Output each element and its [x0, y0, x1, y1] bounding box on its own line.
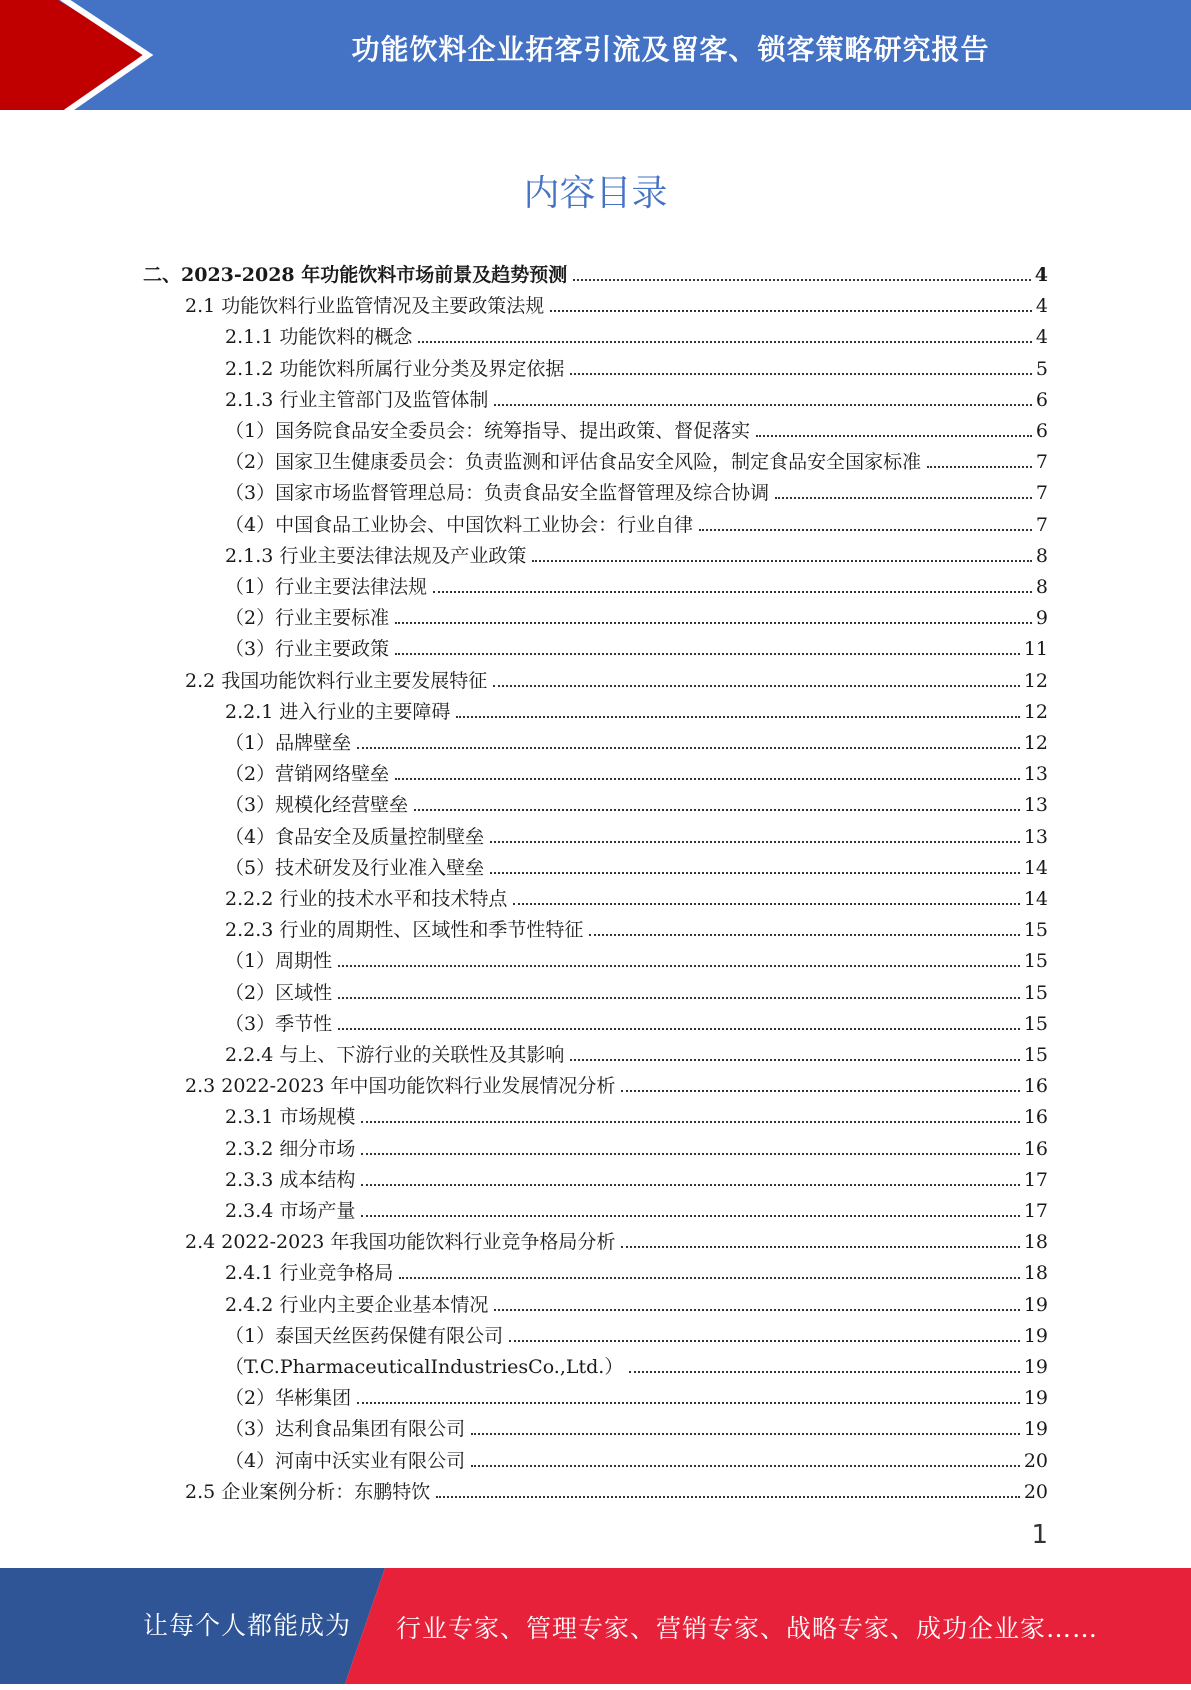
toc-entry-label: 2.4 2022-2023 年我国功能饮料行业竞争格局分析	[185, 1231, 616, 1254]
toc-dot-leader	[395, 622, 1032, 624]
toc-entry-page: 13	[1023, 794, 1048, 817]
toc-entry[interactable]	[225, 380, 1048, 411]
toc-entry-label: （3）规模化经营壁垒	[225, 794, 409, 817]
toc-entry-page: 20	[1023, 1449, 1048, 1472]
toc-entry-page: 13	[1023, 825, 1048, 848]
toc-dot-leader	[490, 872, 1020, 874]
toc-dot-leader	[494, 1309, 1019, 1311]
toc-entry-label: （3）季节性	[225, 1012, 333, 1035]
toc-entry[interactable]	[225, 1160, 1048, 1191]
toc-dot-leader	[494, 404, 1032, 406]
toc-entry-label: （4）河南中沃实业有限公司	[225, 1449, 466, 1472]
toc-entry-page: 17	[1023, 1168, 1048, 1191]
toc-entry-label: （2）营销网络壁垒	[225, 763, 390, 786]
toc-entry-page: 15	[1023, 1012, 1048, 1035]
toc-dot-leader	[509, 1340, 1020, 1342]
toc-dot-leader	[399, 1277, 1019, 1279]
toc-dot-leader	[573, 279, 1031, 281]
toc-entry[interactable]	[225, 1129, 1048, 1160]
toc-entry-page: 19	[1023, 1418, 1048, 1441]
toc-entry[interactable]	[225, 442, 1048, 473]
toc-entry-page: 19	[1023, 1324, 1048, 1347]
toc-entry-page: 8	[1035, 544, 1048, 567]
toc-entry-label: （1）周期性	[225, 950, 333, 973]
toc-entry-page: 20	[1023, 1480, 1048, 1503]
toc-entry[interactable]	[225, 754, 1048, 785]
toc-entry-label: 2.2.2 行业的技术水平和技术特点	[225, 888, 508, 910]
toc-entry-page: 18	[1023, 1231, 1048, 1254]
toc-entry-label: 2.1.1 功能饮料的概念	[225, 326, 413, 349]
toc-entry-page: 13	[1023, 763, 1048, 786]
toc-entry-label: 2.1.3 行业主管部门及监管体制	[225, 388, 489, 411]
toc-entry[interactable]	[143, 255, 1048, 286]
toc-entry[interactable]	[225, 629, 1048, 660]
toc-dot-leader	[338, 997, 1020, 999]
toc-entry-page: 7	[1035, 513, 1048, 536]
toc-dot-leader	[414, 809, 1020, 811]
toc-entry[interactable]	[225, 505, 1048, 536]
toc-dot-leader	[433, 591, 1032, 593]
toc-entry-label: （2）区域性	[225, 981, 333, 1004]
toc-entry-page: 7	[1035, 451, 1048, 474]
toc-dot-leader	[756, 435, 1032, 437]
toc-entry-page: 16	[1023, 1106, 1048, 1129]
toc-dot-leader	[395, 778, 1020, 780]
toc-entry-label: 2.4.2 行业内主要企业基本情况	[225, 1293, 489, 1316]
toc-dot-leader	[418, 341, 1032, 343]
footer-banner	[0, 1568, 1191, 1684]
toc-entry[interactable]	[225, 1191, 1048, 1222]
toc-entry[interactable]	[225, 848, 1048, 879]
toc-entry[interactable]	[225, 817, 1048, 848]
toc-entry-label: 2.3.1 市场规模	[225, 1106, 356, 1129]
footer-slogan-right: 行业专家、管理专家、营销专家、战略专家、成功企业家……	[396, 1614, 1099, 1643]
toc-entry-label: （4）中国食品工业协会、中国饮料工业协会：行业自律	[225, 513, 694, 536]
toc-entry-label: 2.3 2022-2023 年中国功能饮料行业发展情况分析	[185, 1075, 616, 1098]
toc-entry[interactable]	[225, 723, 1048, 754]
toc-entry-label: 2.1.2 功能饮料所属行业分类及界定依据	[225, 357, 565, 380]
toc-entry-label: （1）行业主要法律法规	[225, 576, 428, 598]
header-title: 功能饮料企业拓客引流及留客、锁客策略研究报告	[351, 33, 990, 66]
toc-entry-label: 2.1.3 行业主要法律法规及产业政策	[225, 544, 527, 567]
toc-entry-label: （1）国务院食品安全委员会：统筹指导、提出政策、督促落实	[225, 420, 751, 442]
toc-entry-page: 4	[1035, 295, 1048, 318]
toc-entry[interactable]	[225, 1035, 1048, 1066]
header-banner	[0, 0, 1191, 110]
toc-entry-label: 2.4.1 行业竞争格局	[225, 1262, 394, 1285]
toc-entry[interactable]	[225, 598, 1048, 629]
footer-slogan-left: 让每个人都能成为	[143, 1611, 352, 1640]
toc-entry-page: 16	[1023, 1137, 1048, 1160]
toc-entry[interactable]	[185, 286, 1048, 317]
toc-entry-page: 5	[1035, 357, 1048, 380]
toc-entry-page: 6	[1035, 420, 1048, 442]
toc-entry[interactable]	[225, 411, 1048, 442]
toc-dot-leader	[621, 1246, 1019, 1248]
toc-dot-leader	[629, 1371, 1019, 1373]
toc-entry-page: 17	[1023, 1200, 1048, 1222]
toc-dot-leader	[361, 1153, 1019, 1155]
toc-entry-label: （T.C.PharmaceuticalIndustriesCo.,Ltd.）	[225, 1356, 624, 1378]
toc-entry[interactable]	[225, 1347, 1048, 1378]
toc-dot-leader	[436, 1496, 1020, 1498]
toc-entry-page: 12	[1023, 732, 1048, 754]
toc-entry-page: 18	[1023, 1262, 1048, 1285]
toc-entry[interactable]	[225, 879, 1048, 910]
toc-entry-page: 11	[1023, 638, 1048, 661]
toc-dot-leader	[570, 373, 1032, 375]
toc-dot-leader	[589, 934, 1019, 936]
toc-entry-page: 15	[1023, 950, 1048, 973]
toc-dot-leader	[357, 1402, 1020, 1404]
toc-entry-label: （2）华彬集团	[225, 1387, 352, 1410]
toc-dot-leader	[361, 1215, 1019, 1217]
toc-dot-leader	[775, 497, 1032, 499]
toc-entry[interactable]	[185, 1222, 1048, 1253]
toc-entry[interactable]	[185, 661, 1048, 692]
toc-entry[interactable]	[225, 910, 1048, 941]
toc-dot-leader	[471, 1465, 1020, 1467]
toc-entry-label: 2.1 功能饮料行业监管情况及主要政策法规	[185, 295, 545, 318]
toc-entry-label: 二、2023-2028 年功能饮料市场前景及趋势预测	[143, 264, 568, 286]
toc-entry-page: 19	[1023, 1387, 1048, 1410]
toc-entry[interactable]	[225, 349, 1048, 380]
toc-dot-leader	[361, 1184, 1019, 1186]
toc-title: 内容目录	[523, 173, 668, 214]
toc-entry-label: （2）行业主要标准	[225, 607, 390, 630]
toc-dot-leader	[338, 965, 1020, 967]
toc-dot-leader	[490, 841, 1020, 843]
toc-entry-label: （5）技术研发及行业准入壁垒	[225, 856, 485, 879]
toc-entry-label: 2.3.2 细分市场	[225, 1137, 356, 1160]
toc-entry[interactable]	[225, 1253, 1048, 1284]
toc-entry[interactable]	[225, 1378, 1048, 1409]
toc-dot-leader	[471, 1433, 1020, 1435]
toc-entry[interactable]	[225, 1004, 1048, 1035]
toc-entry-page: 14	[1023, 856, 1048, 879]
toc-entry[interactable]	[225, 785, 1048, 816]
toc-entry-page: 7	[1035, 482, 1048, 505]
toc-entry-page: 15	[1023, 919, 1048, 942]
toc-entry[interactable]	[225, 1316, 1048, 1347]
toc-entry-page: 19	[1023, 1356, 1048, 1378]
toc-entry[interactable]	[225, 692, 1048, 723]
toc-entry-label: （3）达利食品集团有限公司	[225, 1418, 466, 1441]
toc-entry-label: 2.2.4 与上、下游行业的关联性及其影响	[225, 1044, 565, 1066]
toc-entry-label: （3）行业主要政策	[225, 638, 390, 661]
toc-entry-label: 2.5 企业案例分析：东鹏特饮	[185, 1480, 431, 1503]
toc-entry-label: 2.2.1 进入行业的主要障碍	[225, 700, 451, 723]
toc-entry[interactable]	[225, 941, 1048, 972]
toc-entry-page: 16	[1023, 1075, 1048, 1098]
toc-entry-label: （1）品牌壁垒	[225, 732, 352, 754]
toc-dot-leader	[513, 903, 1019, 905]
toc-dot-leader	[361, 1121, 1019, 1123]
toc-dot-leader	[550, 310, 1032, 312]
toc-entry[interactable]	[185, 1472, 1048, 1503]
toc-entry[interactable]	[225, 1409, 1048, 1440]
toc-dot-leader	[570, 1059, 1019, 1061]
toc-entry-label: 2.3.4 市场产量	[225, 1200, 356, 1222]
toc-entry[interactable]	[225, 536, 1048, 567]
toc-entry-page: 12	[1023, 669, 1048, 692]
toc-entry-page: 12	[1023, 700, 1048, 723]
toc-dot-leader	[927, 466, 1032, 468]
toc-dot-leader	[699, 529, 1032, 531]
toc-entry-page: 19	[1023, 1293, 1048, 1316]
toc-entry-page: 4	[1035, 326, 1048, 349]
toc-entry-page: 4	[1034, 264, 1048, 286]
toc-entry-label: 2.2 我国功能饮料行业主要发展特征	[185, 669, 488, 692]
page-number: 1	[1031, 1520, 1048, 1550]
toc-entry-page: 15	[1023, 981, 1048, 1004]
toc-entry-page: 14	[1023, 888, 1048, 910]
toc-entry[interactable]	[225, 973, 1048, 1004]
toc-entry-label: 2.2.3 行业的周期性、区域性和季节性特征	[225, 919, 584, 942]
toc-dot-leader	[532, 560, 1032, 562]
toc-entry-page: 8	[1035, 576, 1048, 598]
toc-entry[interactable]	[225, 317, 1048, 348]
toc-entry-label: （3）国家市场监督管理总局：负责食品安全监督管理及综合协调	[225, 482, 770, 505]
toc-entry[interactable]	[185, 1066, 1048, 1097]
toc-entry-label: （1）泰国天丝医药保健有限公司	[225, 1324, 504, 1347]
toc-entry-page: 9	[1035, 607, 1048, 630]
toc-entry-page: 15	[1023, 1044, 1048, 1066]
toc-entry[interactable]	[225, 1285, 1048, 1316]
toc-entry-page: 6	[1035, 388, 1048, 411]
toc-dot-leader	[456, 716, 1019, 718]
toc-entry-label: （4）食品安全及质量控制壁垒	[225, 825, 485, 848]
toc-dot-leader	[338, 1028, 1020, 1030]
toc-dot-leader	[357, 747, 1020, 749]
toc-dot-leader	[395, 653, 1020, 655]
toc-entry[interactable]	[225, 1097, 1048, 1128]
toc-dot-leader	[621, 1090, 1019, 1092]
toc-dot-leader	[493, 685, 1020, 687]
toc-entry-label: （2）国家卫生健康委员会：负责监测和评估食品安全风险，制定食品安全国家标准	[225, 451, 922, 474]
toc-entry-label: 2.3.3 成本结构	[225, 1168, 356, 1191]
toc-entry[interactable]	[225, 567, 1048, 598]
toc-entry[interactable]	[225, 1441, 1048, 1472]
toc-entry[interactable]	[225, 473, 1048, 504]
